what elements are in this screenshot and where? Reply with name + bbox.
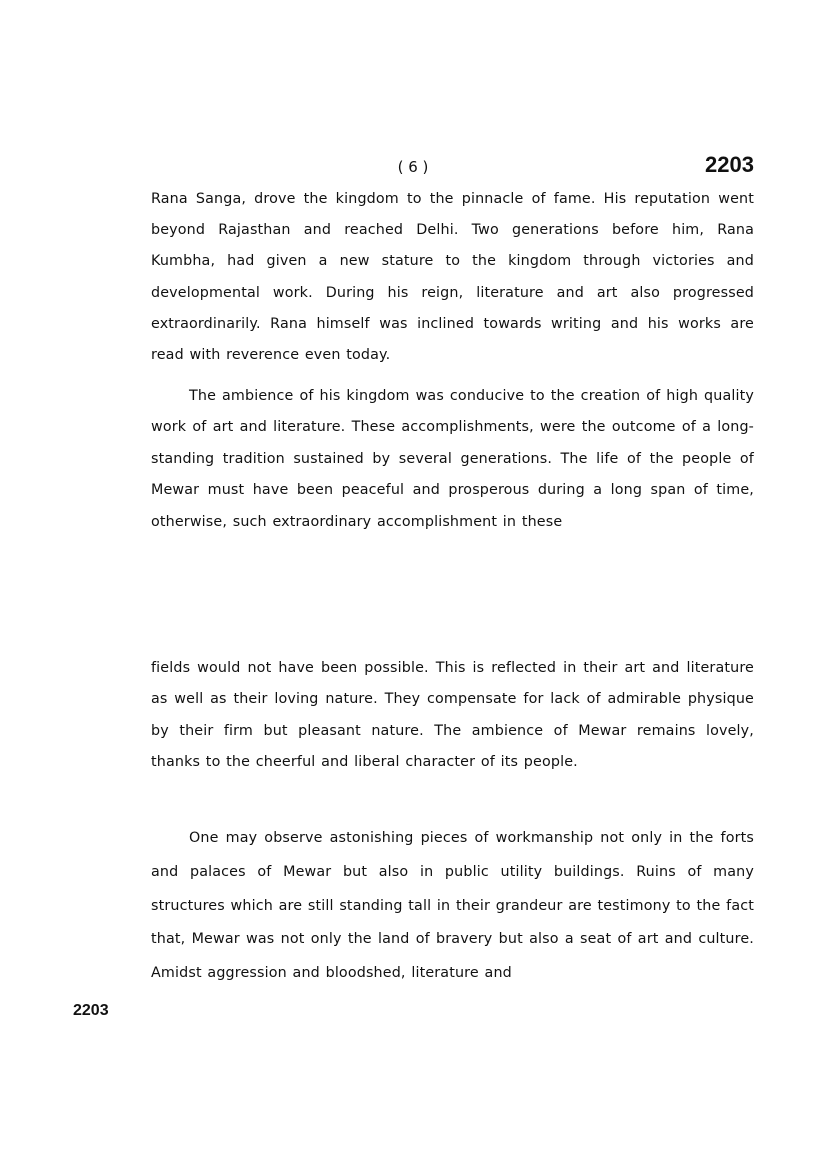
- paragraph: fields would not have been possible. This is reflected in their art and literature as well as their loving nature. They compensate for lack of admirable physique by their firm but pleasant nature. The ambience of Mewar remains lovely, thanks to the cheerful and liberal character of its people.: [151, 660, 754, 770]
- paragraph: The ambience of his kingdom was conducive to the creation of high quality work of art and literature. These accomplishments, were the outcome of a long-standing tradition sustained by several generations. The life of the people of Mewar must have been peaceful and prosperous during a long span of time, otherwise, such extraordinary accomplishment in these: [151, 388, 754, 530]
- paper-code-header: 2203: [705, 152, 754, 177]
- paragraph: One may observe astonishing pieces of workmanship not only in the forts and palaces of Mewar but also in public utility buildings. Ruins of many structures which are still standing tall in their grandeur are testimony to the fact that, Mewar was not only the land of bravery but also a seat of art and culture. Amidst aggression and bloodshed, literature and: [151, 830, 754, 982]
- paragraph: Rana Sanga, drove the kingdom to the pinnacle of fame. His reputation went beyond Rajasthan and reached Delhi. Two generations before him, Rana Kumbha, had given a new stature to the kingdom through victories and developmental work. During his reign, literature and art also progressed extraordinarily. Rana himself was inclined towards writing and his works are read with reverence even today.: [151, 191, 754, 364]
- page-number: ( 6 ): [397, 158, 429, 176]
- paper-code-footer: 2203: [73, 1002, 109, 1019]
